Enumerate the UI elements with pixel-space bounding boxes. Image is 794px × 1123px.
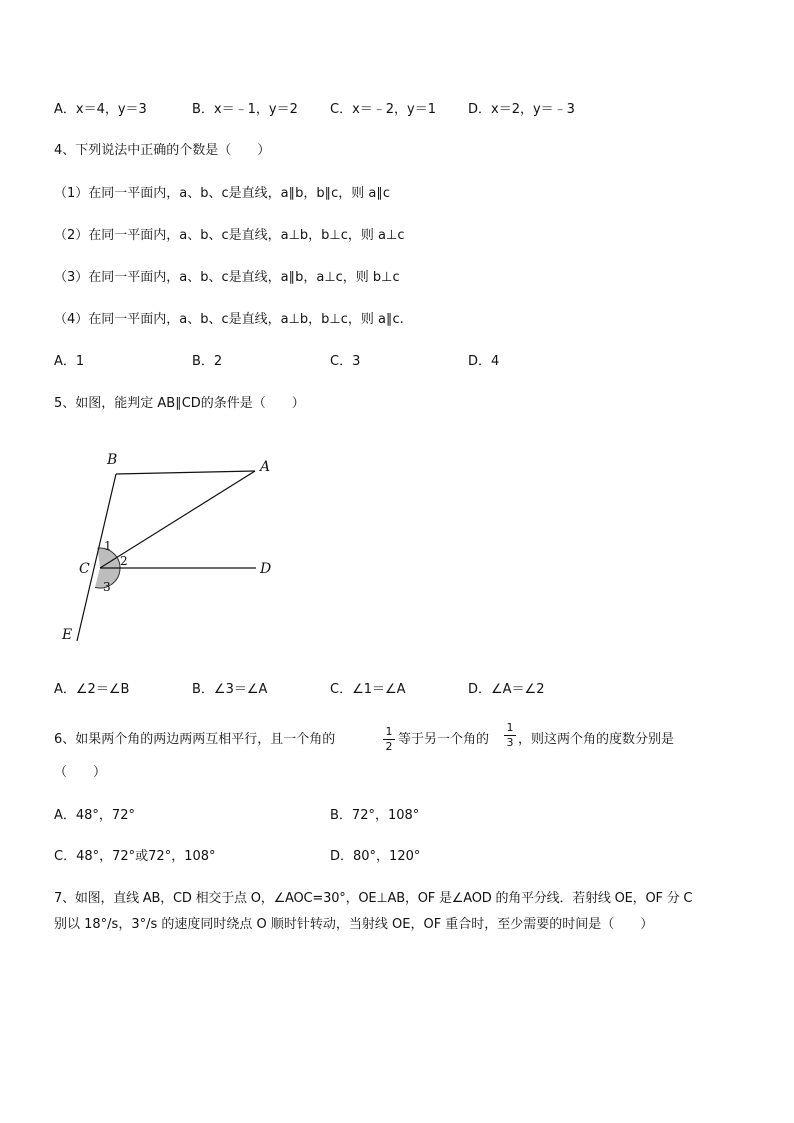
q4-option-c: C．3 — [330, 354, 361, 369]
q6-option-d: D．80°，120° — [330, 849, 421, 864]
q4-option-d: D．4 — [468, 354, 500, 369]
q5-option-a: A．∠2＝∠B — [54, 682, 130, 697]
q6-frac2-denominator: 3 — [506, 736, 514, 749]
q5-option-b: B．∠3＝∠A — [192, 682, 268, 697]
q4-statement-4: （4）在同一平面内，a、b、c是直线，a⊥b，b⊥c，则 a∥c. — [54, 312, 404, 327]
q7-stem-line1: 7、如图，直线 AB，CD 相交于点 O，∠AOC=30°，OE⊥AB，OF 是∠AOD 的角平分线．若射线 OE，OF 分 C — [54, 891, 693, 906]
label-e: E — [62, 627, 73, 643]
q4-statement-2: （2）在同一平面内，a、b、c是直线，a⊥b，b⊥c，则 a⊥c — [54, 228, 405, 243]
q6-option-a: A．48°，72° — [54, 808, 135, 823]
q5-option-d: D．∠A＝∠2 — [468, 682, 545, 697]
q6-option-b: B．72°，108° — [330, 808, 420, 823]
label-angle-2: 2 — [120, 554, 128, 568]
q4-statement-1: （1）在同一平面内，a、b、c是直线，a∥b，b∥c，则 a∥c — [54, 186, 391, 201]
label-d: D — [260, 561, 272, 577]
label-angle-3: 3 — [103, 580, 111, 594]
q5-option-c: C．∠1＝∠A — [330, 682, 406, 697]
q6-stem-part1: 6、如果两个角的两边两两互相平行，且一个角的 — [54, 732, 336, 747]
label-c: C — [79, 561, 90, 577]
q3-option-c: C．x＝﹣2，y＝1 — [330, 102, 437, 117]
q4-stem: 4、下列说法中正确的个数是（ ） — [54, 143, 271, 158]
q4-option-b: B．2 — [192, 354, 223, 369]
q5-geometry-figure — [55, 448, 295, 648]
label-angle-1: 1 — [104, 539, 112, 553]
segment-ba — [116, 471, 255, 474]
q3-option-d: D．x＝2，y＝﹣3 — [468, 102, 575, 117]
label-b: B — [107, 452, 118, 468]
q6-stem-part2: 等于另一个角的 — [398, 732, 490, 747]
q5-stem: 5、如图，能判定 AB∥CD的条件是（ ） — [54, 396, 305, 411]
q7-stem-line2: 别以 18°/s，3°/s 的速度同时绕点 O 顺时针转动，当射线 OE，OF 重合时，至少需要的时间是（ ） — [54, 917, 654, 932]
q6-frac1-numerator: 1 — [383, 726, 395, 740]
q6-fraction-one-third — [504, 722, 516, 749]
q3-option-b: B．x＝﹣1，y＝2 — [192, 102, 298, 117]
q6-frac1-denominator: 2 — [385, 740, 393, 753]
q6-option-c: C．48°，72°或72°，108° — [54, 849, 216, 864]
label-a: A — [260, 459, 271, 475]
q3-option-a: A．x＝4，y＝3 — [54, 102, 147, 117]
q6-stem-line2: （ ） — [54, 765, 107, 780]
q6-stem-part3: ，则这两个角的度数分别是 — [518, 732, 675, 747]
q4-statement-3: （3）在同一平面内，a、b、c是直线，a∥b，a⊥c，则 b⊥c — [54, 270, 400, 285]
q6-fraction-one-half — [383, 726, 395, 753]
q6-frac2-numerator: 1 — [504, 722, 516, 736]
q4-option-a: A．1 — [54, 354, 85, 369]
